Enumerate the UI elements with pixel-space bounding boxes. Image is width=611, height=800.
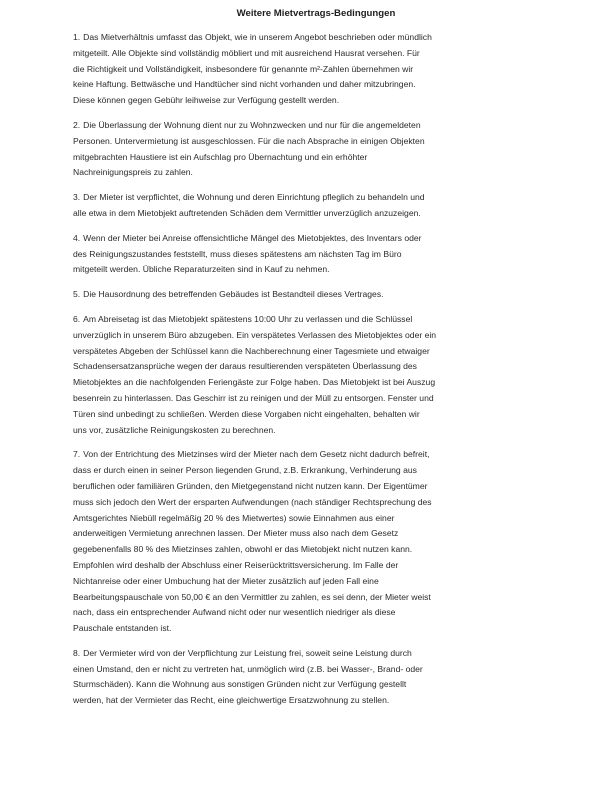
clause-text: besenrein zu hinterlassen. Das Geschirr ist zu reinigen und der Müll zu entsorgen. Fenster und (73, 392, 434, 403)
clause-text: Von der Entrichtung des Mietzinses wird der Mieter nach dem Gesetz nicht dadurch befreit, (83, 449, 430, 460)
clause-line (73, 423, 559, 439)
clause-text: einen Umstand, den er nicht zu vertreten hat, unmöglich wird (z.B. bei Wasser-, Brand- oder (73, 663, 423, 674)
clause-line (73, 247, 559, 263)
clause-text: gegebenenfalls 80 % des Mietzinses zahlen, obwohl er das Mietobjekt nicht nutzen kann. (73, 544, 413, 555)
clause-number: 6. (73, 313, 81, 324)
clause-text: verspätetes Abgeben der Schlüssel kann die Nachberechnung einer Tagesmiete und etwaiger (73, 345, 430, 356)
clause-line (73, 511, 559, 527)
clause-line (73, 447, 559, 463)
clause-line (73, 526, 559, 542)
clause-text: anderweitigen Vermietung anrechnen lassen. Der Mieter muss also nach dem Gesetz (73, 528, 399, 539)
clause-number: 2. (73, 119, 81, 130)
clause-line (73, 646, 559, 662)
clause-line (73, 407, 559, 423)
clause-text: Sturmschäden). Kann die Wohnung aus sonstigen Gründen nicht zur Verfügung gestellt (73, 679, 407, 690)
clause-text: dass er durch einen in seiner Person liegenden Grund, z.B. Erkrankung, Verhinderung aus (73, 465, 417, 476)
clause-number: 7. (73, 449, 81, 460)
clause-text: mitgeteilt werden. Übliche Reparaturzeiten sind in Kauf zu nehmen. (73, 264, 330, 275)
clause-line (73, 165, 559, 181)
clause-line (73, 190, 559, 206)
clause-text: Diese können gegen Gebühr leihweise zur Verfügung gestellt werden. (73, 95, 340, 106)
clause-line (73, 463, 559, 479)
clause-line (73, 662, 559, 678)
clause-text: nach, dass ein entsprechender Aufwand nicht oder nur wesentlich niedriger als diese (73, 607, 396, 618)
clause-text: Amtsgerichtes Niebüll regelmäßig 20 % des Mietwertes) sowie Einnahmen aus einer (73, 512, 395, 523)
clause-text: Das Mietverhältnis umfasst das Objekt, wie in unserem Angebot beschrieben oder mündlich (83, 32, 432, 42)
clause-line (73, 93, 559, 109)
clause-line (73, 621, 559, 637)
clause-line (73, 30, 559, 46)
clause-line (73, 46, 559, 62)
clause-text: muss sich jedoch den Wert der ersparten Aufwendungen (nach ständiger Rechtsprechung des (73, 496, 432, 507)
clause-text: unverzüglich in unserem Büro abzugeben. Ein verspätetes Verlassen des Mietobjektes oder ein (73, 329, 437, 340)
clause-text: beruflichen oder familiären Gründen, den Mietgegenstand nicht nutzen kann. Der Eigentümer (73, 480, 428, 491)
clause-text: Die Überlassung der Wohnung dient nur zu Wohnzwecken und nur für die angemeldeten (83, 119, 421, 130)
clause-5 (73, 287, 559, 303)
clause-line (73, 359, 559, 375)
clause-line (73, 574, 559, 590)
clause-2 (73, 118, 559, 181)
clause-text: Bearbeitungspauschale von 50,00 € an den Vermittler zu zahlen, es sei denn, der Mieter weist (73, 591, 431, 602)
clause-line (73, 328, 559, 344)
clause-text: des Reinigungszustandes feststellt, muss dieses spätestens am nächsten Tag im Büro (73, 248, 402, 259)
clause-8 (73, 646, 559, 709)
clause-text: alle etwa in dem Mietobjekt auftretenden Schäden dem Vermittler unverzüglich anzuzeigen. (73, 207, 421, 218)
clause-number: 4. (73, 232, 81, 243)
clause-line (73, 605, 559, 621)
clause-line (73, 479, 559, 495)
clause-number: 8. (73, 647, 81, 658)
clause-text: keine Haftung. Bettwäsche und Handtücher sind nicht vorhanden und daher mitzubringen. (73, 79, 416, 90)
clause-line (73, 590, 559, 606)
clause-text: mitgeteilt. Alle Objekte sind vollständig möbliert und mit ausreichend Hausrat versehen. Für (73, 47, 420, 58)
clause-line (73, 262, 559, 278)
document-title: Weitere Mietvertrags-Bedingungen (236, 8, 396, 19)
clause-6 (73, 312, 559, 438)
clause-text: mitgebrachten Haustiere ist ein Aufschlag pro Übernachtung und ein erhöhter (73, 151, 368, 162)
clause-text: Nichtanreise oder einer Umbuchung hat der Mieter zusätzlich auf jeden Fall eine (73, 575, 379, 586)
clause-number: 5. (73, 289, 81, 300)
clause-text: Die Hausordnung des betreffenden Gebäudes ist Bestandteil dieses Vertrages. (83, 289, 384, 300)
clause-line (73, 206, 559, 222)
clause-line (73, 231, 559, 247)
clause-text: uns vor, zusätzliche Reinigungskosten zu berechnen. (73, 424, 276, 435)
clause-text: Türen sind unbedingt zu schließen. Werden diese Vorgaben nicht eingehalten, behalten wir (73, 408, 420, 419)
clause-text: Nachreinigungspreis zu zahlen. (73, 167, 193, 178)
clause-text: Pauschale entstanden ist. (73, 623, 172, 634)
clause-line (73, 62, 559, 78)
clause-line (73, 312, 559, 328)
clause-line (73, 375, 559, 391)
clause-text: Am Abreisetag ist das Mietobjekt spätestens 10:00 Uhr zu verlassen und die Schlüssel (83, 313, 413, 324)
clause-text: die Richtigkeit und Vollständigkeit, insbesondere für genannte m²-Zahlen übernehmen wir (73, 63, 414, 74)
clause-line (73, 677, 559, 693)
clause-number: 1. (73, 32, 81, 42)
clause-text: Mietobjektes an die nachfolgenden Feriengäste zur Folge haben. Das Mietobjekt ist bei Auszug (73, 377, 436, 388)
clause-line (73, 495, 559, 511)
clause-text: Personen. Untervermietung ist ausgeschlossen. Für die nach Absprache in einigen Objekten (73, 135, 425, 146)
clause-text: Schadensersatzansprüche wegen der daraus resultierenden verspäteten Überlassung des (73, 361, 417, 372)
clause-text: Der Mieter ist verpflichtet, die Wohnung und deren Einrichtung pfleglich zu behandeln und (83, 192, 425, 203)
clause-line (73, 344, 559, 360)
clause-line (73, 150, 559, 166)
clause-line (73, 391, 559, 407)
clause-text: Wenn der Mieter bei Anreise offensichtliche Mängel des Mietobjektes, des Inventars oder (83, 232, 422, 243)
clause-text: werden, hat der Vermieter das Recht, eine gleichwertige Ersatzwohnung zu stellen. (73, 695, 390, 706)
clause-line (73, 134, 559, 150)
clause-text: Der Vermieter wird von der Verpflichtung zur Leistung frei, soweit seine Leistung durch (83, 647, 412, 658)
clause-line (73, 558, 559, 574)
clause-7 (73, 447, 559, 637)
clause-3 (73, 190, 559, 222)
clause-line (73, 287, 559, 303)
clause-list (73, 30, 559, 709)
clause-4 (73, 231, 559, 278)
clause-line (73, 542, 559, 558)
clause-line (73, 118, 559, 134)
clause-line (73, 693, 559, 709)
clause-text: Empfohlen wird deshalb der Abschluss einer Reiserücktrittsversicherung. Im Falle der (73, 559, 399, 570)
clause-number: 3. (73, 192, 81, 203)
clause-line (73, 77, 559, 93)
clause-1 (73, 30, 559, 109)
